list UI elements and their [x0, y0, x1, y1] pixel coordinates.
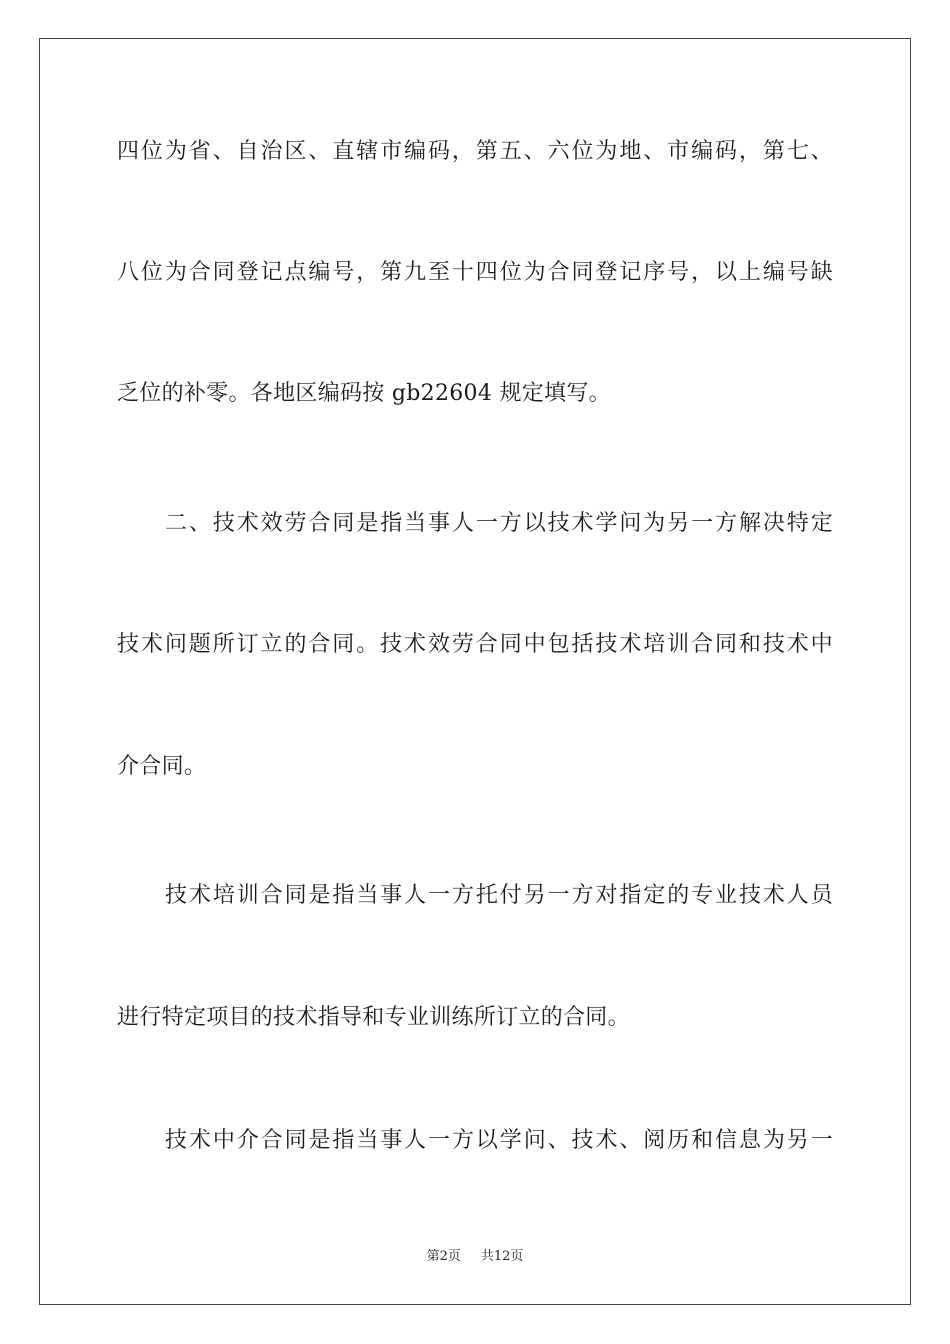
page-border — [39, 38, 911, 1305]
paragraph-start-line: 技术培训合同是指当事人一方托付另一方对指定的专业技术人员 — [165, 883, 833, 908]
text-line: 介合同。 — [117, 754, 207, 779]
text-line: 八位为合同登记点编号，第九至十四位为合同登记序号，以上编号缺 — [117, 260, 833, 285]
text-line: 技术问题所订立的合同。技术效劳合同中包括技术培训合同和技术中 — [117, 632, 833, 657]
page-total: 共12页 — [480, 1249, 524, 1264]
text-line: 乏位的补零。各地区编码按 gb22604 规定填写。 — [117, 381, 611, 406]
text-line: 进行特定项目的技术指导和专业训练所订立的合同。 — [117, 1005, 630, 1030]
paragraph-start-line: 二、技术效劳合同是指当事人一方以技术学问为另一方解决特定 — [165, 511, 833, 536]
page-number: 第2页 — [426, 1249, 461, 1264]
paragraph-start-line: 技术中介合同是指当事人一方以学问、技术、阅历和信息为另一 — [165, 1128, 833, 1153]
page-footer — [0, 1245, 950, 1264]
text-line: 四位为省、自治区、直辖市编码，第五、六位为地、市编码，第七、 — [117, 139, 833, 164]
